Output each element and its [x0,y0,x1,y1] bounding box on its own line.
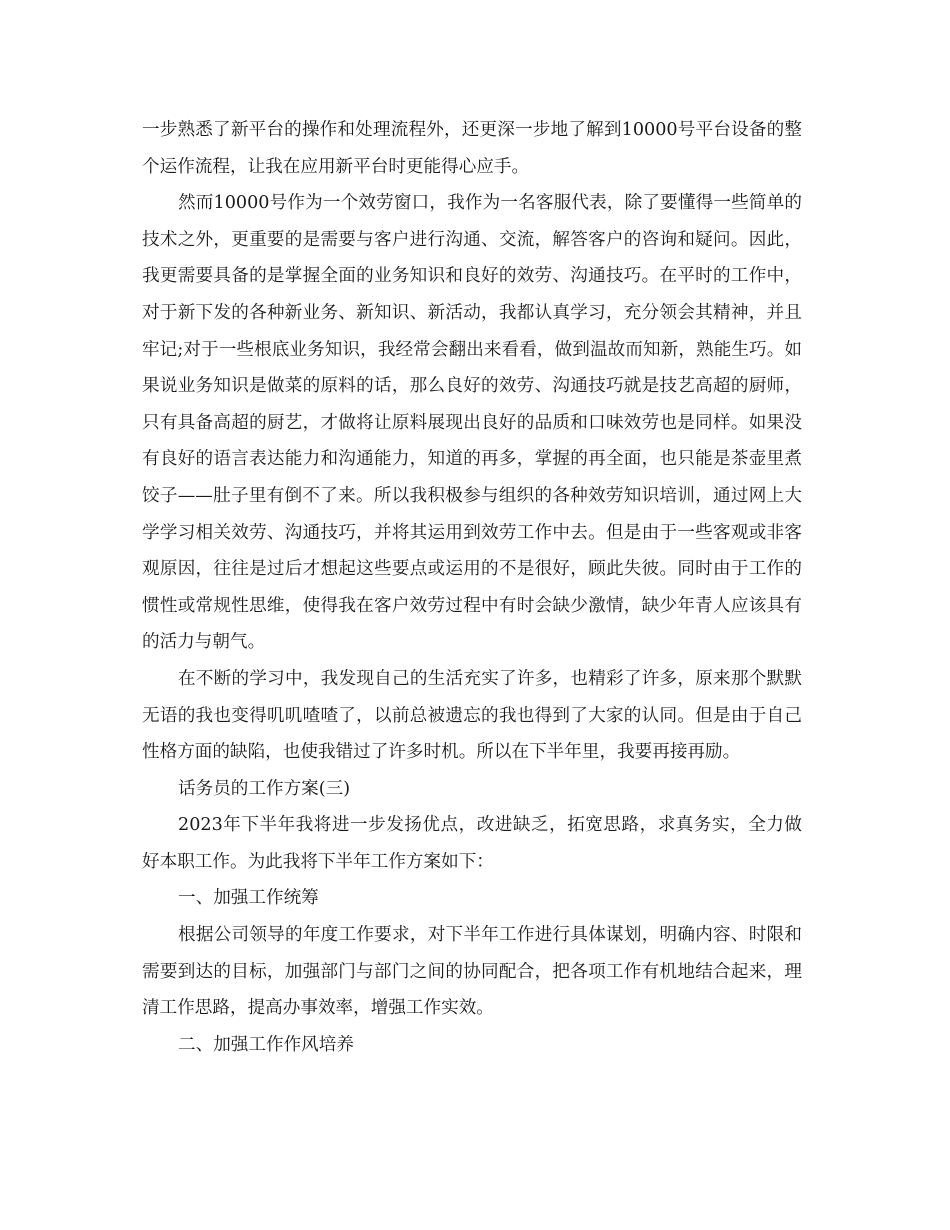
document-body [142,112,802,1063]
paragraph-2: 然而10000号作为一个效劳窗口，我作为一名客服代表，除了要懂得一些简单的技术之外，更重要的是需要与客户进行沟通、交流，解答客户的咨询和疑问。因此，我更需要具备的是掌握全面的业务知识和良好的效劳、沟通技巧。在平时的工作中，对于新下发的各种新业务、新知识、新活动，我都认真学习，充分领会其精神，并且牢记;对于一些根底业务知识，我经常会翻出来看看，做到温故而知新，熟能生巧。如果说业务知识是做菜的原料的话，那么良好的效劳、沟通技巧就是技艺高超的厨师，只有具备高超的厨艺，才做将让原料展现出良好的品质和口味效劳也是同样。如果没有良好的语言表达能力和沟通能力，知道的再多，掌握的再全面，也只能是茶壶里煮饺子——肚子里有倒不了来。所以我积极参与组织的各种效劳知识培训，通过网上大学学习相关效劳、沟通技巧，并将其运用到效劳工作中去。但是由于一些客观或非客观原因，往往是过后才想起这些要点或运用的不是很好，顾此失彼。同时由于工作的惯性或常规性思维，使得我在客户效劳过程中有时会缺少激情，缺少年青人应该具有的活力与朝气。 [142,193,802,653]
section-heading-plan-3: 话务员的工作方案(三) [178,778,351,799]
paragraph-3: 在不断的学习中，我发现自己的生活充实了许多，也精彩了许多，原来那个默默无语的我也变得叽叽喳喳了，以前总被遗忘的我也得到了大家的认同。但是由于自己性格方面的缺陷，也使我错过了许多时机。所以在下半年里，我要再接再励。 [142,668,802,763]
paragraph-1: 一步熟悉了新平台的操作和处理流程外，还更深一步地了解到10000号平台设备的整个运作流程，让我在应用新平台时更能得心应手。 [142,120,802,177]
section-heading-2: 二、加强工作作风培养 [178,1034,354,1055]
paragraph-5: 根据公司领导的年度工作要求，对下半年工作进行具体谋划，明确内容、时限和需要到达的目标，加强部门与部门之间的协同配合，把各项工作有机地结合起来，理清工作思路，提高办事效率，增强工作实效。 [142,925,802,1019]
paragraph-4: 2023年下半年我将进一步发扬优点，改进缺乏，拓宽思路，求真务实，全力做好本职工作。为此我将下半年工作方案如下： [142,815,802,872]
section-heading-1: 一、加强工作统筹 [178,888,319,909]
